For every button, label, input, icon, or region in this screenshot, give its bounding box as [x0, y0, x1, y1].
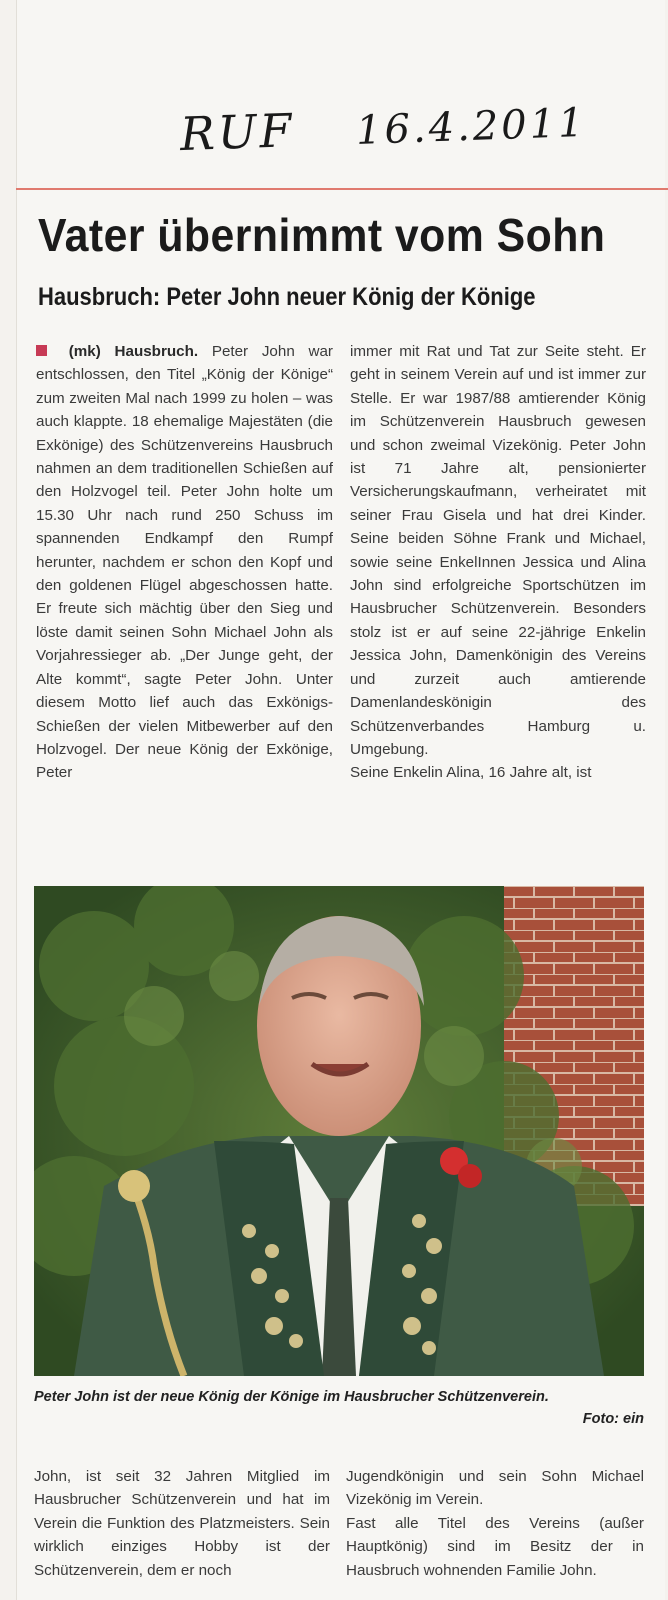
- handwritten-date: 16.4.2011: [355, 99, 588, 154]
- photo-caption-block: [34, 1386, 644, 1430]
- bullet-square-icon: [36, 345, 47, 356]
- article-lead: (mk) Hausbruch.: [68, 343, 199, 360]
- article-column-4: [346, 1465, 644, 1582]
- article-photo: [34, 886, 644, 1376]
- handwritten-source: RUF: [179, 103, 296, 162]
- portrait-image: [34, 886, 644, 1376]
- column-4-paragraph-1: Jugendkönigin und sein Sohn Michael Vizekönig im Verein.: [346, 1468, 644, 1509]
- column-2-text: immer mit Rat und Tat zur Seite steht. Er geht in seinem Verein auf und ist immer zur Stelle. Er war 1987/88 amtierender König im Schützenverein Hausbruch gewesen und schon zweimal Vizekönig. Peter John ist 71 Jahre alt, pensionierter Versicherungskaufmann, verheiratet mit seiner Frau Gisela und hat drei Kinder. Seine beiden Söhne Frank und Michael, sowie seine EnkelInnen Jessica und Alina John sind erfolgreiche Sportschützen im Hausbrucher Schützenverein. Besonders stolz ist er auf seine 22-jährige Enkelin Jessica John, Damenkönigin des Vereins und zurzeit auch amtierende Damenlandeskönigin des Schützenverbandes Hamburg u. Umgebung.: [350, 343, 646, 758]
- article-column-3: [34, 1465, 330, 1582]
- column-1-text: Peter John war entschlossen, den Titel „König der Könige“ zum zweiten Mal nach 1999 zu holen – was auch klappte. 18 ehemalige Majestäten (die Exkönige) des Schützenvereins Hausbruch nahmen an dem traditionellen Schießen auf den Holzvogel teil. Peter John holte um 15.30 Uhr nach rund 250 Schuss im spannenden Endkampf den Rumpf herunter, nachdem er schon den Kopf und den goldenen Flügel abgeschossen hatte. Er freute sich mächtig über den Sieg und löste damit seinen Sohn Michael John als Vorjahressieger ab. „Der Junge geht, der Alte kommt“, sagte Peter John. Unter diesem Motto lief auch das Exkönigs-Schießen der vielen Mitbewerber auf den Holzvogel. Der neue König der Exkönige, Peter: [36, 343, 333, 782]
- photo-credit: Foto: ein: [582, 1411, 644, 1427]
- column-4-paragraph-2: Fast alle Titel des Vereins (außer Hauptkönig) sind im Besitz der in Hausbruch wohnenden Familie John.: [346, 1514, 644, 1579]
- article-column-1: [36, 340, 333, 785]
- column-2-last-line: Seine Enkelin Alina, 16 Jahre alt, ist: [350, 764, 592, 782]
- article-subheadline: Hausbruch: Peter John neuer König der Könige: [38, 283, 536, 311]
- article-headline: Vater übernimmt vom Sohn: [38, 209, 606, 261]
- photo-caption: Peter John ist der neue König der Könige im Hausbrucher Schützenverein.: [34, 1389, 549, 1405]
- header-rule: [16, 188, 668, 190]
- article-column-2: [350, 340, 646, 785]
- column-3-text: John, ist seit 32 Jahren Mitglied im Hausbrucher Schützenverein und hat im Verein die Funktion des Platzmeisters. Sein wirklich einziges Hobby ist der Schützenverein, dem er noch: [34, 1468, 330, 1579]
